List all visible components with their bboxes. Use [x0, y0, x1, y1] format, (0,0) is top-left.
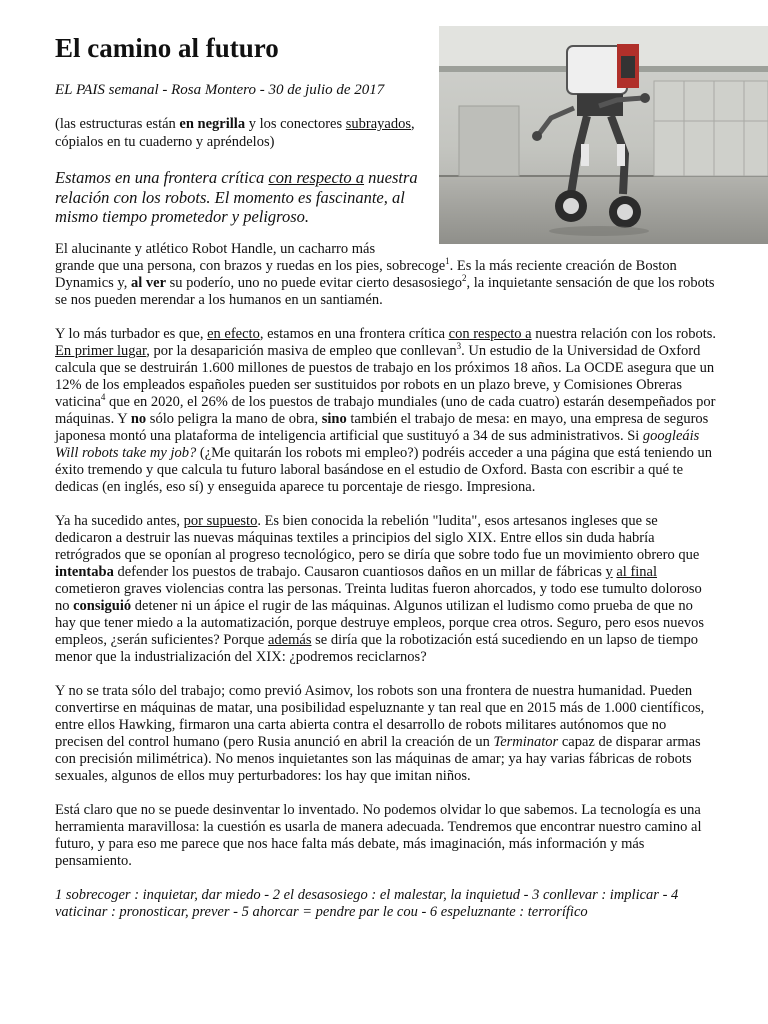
- footnote-1: 1: [445, 256, 450, 267]
- p2-italic-1: googleáis Will robots take my job?: [55, 428, 700, 461]
- p4-text-1: Y no se trata sólo del trabajo; como previó Asimov, los robots son una frontera de nuestra humanidad. Pueden convertirse en máquinas de matar, una posibilidad espeluznante y tan real que en 2015 más de 1.000 científicos, entre ellos Hawking, firmaron una carta abierta contra el desarrollo de robots militares autónomos que no precisen del control humano (pero Rusia anunció en abril la creación de un: [55, 683, 705, 750]
- p3-underline-2: y: [605, 564, 613, 580]
- p2-text-3: nuestra relación con los robots.: [531, 326, 717, 342]
- article-title: El camino al futuro: [55, 33, 279, 63]
- paragraph-2: [55, 326, 716, 496]
- p4-text-2: capaz de disparar armas con precisión milimétrica). No menos inquietantes son las máquinas de amar; ya hay varias fábricas de robots sexuales, algunos de ellos muy perturbadores: los hay que imitan niños.: [55, 734, 701, 784]
- p2-underline-1: en efecto: [207, 326, 260, 342]
- p3-text-1: Ya ha sucedido antes,: [55, 513, 184, 529]
- p2-text-5: . Un estudio de la Universidad de Oxford calcula que se destruirán 1.600 millones de puestos de trabajo en los próximos 18 años. La OCDE asegura que un 12% de los empleados españoles pueden ser sustituidos por robots en un plazo breve, y Comisiones Obreras vaticina: [55, 343, 715, 410]
- p4-italic-1: Terminator: [493, 734, 559, 750]
- p2-text-8: también el trabajo de mesa: en mayo, una empresa de seguros japonesa montó una plataforma de inteligencia artificial que sustituyó a 34 de sus administrativos. Si: [55, 411, 709, 444]
- lead-paragraph: [55, 168, 430, 227]
- footnote-3: 3: [456, 341, 462, 352]
- p1-text-2: grande que una persona, con brazos y ruedas en los pies, sobrecoge: [55, 258, 446, 274]
- article-byline: EL PAIS semanal - Rosa Montero - 30 de julio de 2017: [55, 82, 385, 98]
- p3-underline-1: por supuesto: [183, 513, 258, 529]
- paragraph-3: [55, 513, 716, 666]
- p1-text-1: El alucinante y atlético Robot Handle, un cacharro más: [55, 241, 376, 257]
- note-open: (las estructuras están: [55, 116, 180, 132]
- p2-text-1: Y lo más turbador es que,: [55, 326, 208, 342]
- paragraph-4: [55, 683, 716, 785]
- p3-underline-3: al final: [616, 564, 658, 580]
- p1-text-3: . Es la más reciente creación de Boston Dynamics y,: [55, 258, 677, 291]
- p2-text-9: (¿Me quitarán los robots mi empleo?) podréis acceder a una página que está teniendo un éxito tremendo y que calcula tu futuro laboral basándose en el estudio de Oxford. Basta con escribir a qué te dedicas (en inglés, eso sí) y enseguida aparece tu porcentaje de riesgo. Impresiona.: [55, 445, 713, 495]
- note-mid: y los conectores: [245, 116, 346, 132]
- note-close: , cópialos en tu cuaderno y apréndelos): [55, 116, 415, 150]
- p5-text-1: Está claro que no se puede desinventar lo inventado. No podemos olvidar lo que sabemos. La tecnología es una herramienta maravillosa: la cuestión es usarla de manera adecuada. Tendremos que encontrar nuestro camino al futuro, y para eso me parece que nos hace falta más debate, más imaginación, más información y más pensamiento.: [55, 802, 702, 869]
- p3-text-2: . Es bien conocida la rebelión "ludita", esos artesanos ingleses que se dedicaron a destruir las nuevas máquinas textiles a principios del siglo XIX. Entre ellos sin duda habría retrógrados que se oponían al progreso tecnológico, pero se diría que sobre todo fue un movimiento obrero que: [55, 513, 700, 563]
- paragraph-1: [55, 241, 716, 309]
- lead-part2: nuestra relación con los robots. El momento es fascinante, al mismo tiempo prometedor y peligroso.: [55, 168, 418, 226]
- p2-text-2: , estamos en una frontera crítica: [259, 326, 449, 342]
- glossary: 1 sobrecoger : inquietar, dar miedo - 2 el desasosiego : el malestar, la inquietud - 3 conllevar : implicar - 4 vaticinar : pronosticar, prever - 5 ahorcar = pendre par le cou - 6 espeluznante : terrorífico: [55, 887, 679, 920]
- footnote-2: 2: [461, 273, 467, 284]
- p3-text-3: defender los puestos de trabajo. Causaron cuantiosos daños en un millar de fábricas: [113, 564, 606, 580]
- footnote-4: 4: [100, 392, 106, 403]
- lead-part1: Estamos en una frontera crítica: [55, 168, 269, 187]
- article-body: [55, 241, 716, 938]
- note-underlined-word: subrayados: [345, 116, 411, 132]
- paragraph-5: [55, 802, 716, 870]
- lead-connector: con respecto a: [268, 168, 365, 187]
- p1-bold-1: al ver: [130, 275, 167, 291]
- p2-bold-1: no: [130, 411, 147, 427]
- robot-photo-illustration: [439, 26, 768, 244]
- instructions-note: [55, 115, 425, 151]
- p1-text-4: su poderío, uno no puede evitar cierto desasosiego: [166, 275, 462, 291]
- p2-underline-3: En primer lugar: [55, 343, 147, 359]
- p2-text-4: , por la desaparición masiva de empleo que conllevan: [146, 343, 457, 359]
- note-bold-word: en negrilla: [179, 116, 246, 132]
- p2-bold-2: sino: [321, 411, 347, 427]
- p3-text-6: detener ni un ápice el rugir de las máquinas. Algunos utilizan el ludismo como prueba de que no hay que tener miedo a la automatización, porque destruye empleos, porque crea otros. Seguro, pero esos nuevos empleos, ¿serán suficientes? Porque: [55, 598, 705, 648]
- p2-underline-2: con respecto a: [448, 326, 532, 342]
- p2-text-6: que en 2020, el 26% de los puestos de trabajo mundiales (uno de cada cuatro) estarán desempeñados por máquinas. Y: [55, 394, 716, 427]
- p3-underline-4: además: [268, 632, 312, 648]
- p3-bold-1: intentaba: [55, 564, 114, 580]
- p3-bold-2: consiguió: [73, 598, 132, 614]
- p3-text-7: se diría que la robotización está sucediendo en un lapso de tiempo menor que la industrialización del XIX: ¿podremos reciclarnos?: [55, 632, 699, 665]
- p1-text-5: , la inquietante sensación de que los robots se nos pueden merendar a los humanos en un santiamén.: [55, 275, 715, 308]
- p3-text-5: cometieron graves violencias contra las personas. Treinta luditas fueron ahorcados, y todo ese tumulto doloroso no: [55, 581, 702, 614]
- p2-text-7: sólo peligra la mano de obra,: [146, 411, 322, 427]
- robot-handle-photo: [439, 26, 768, 244]
